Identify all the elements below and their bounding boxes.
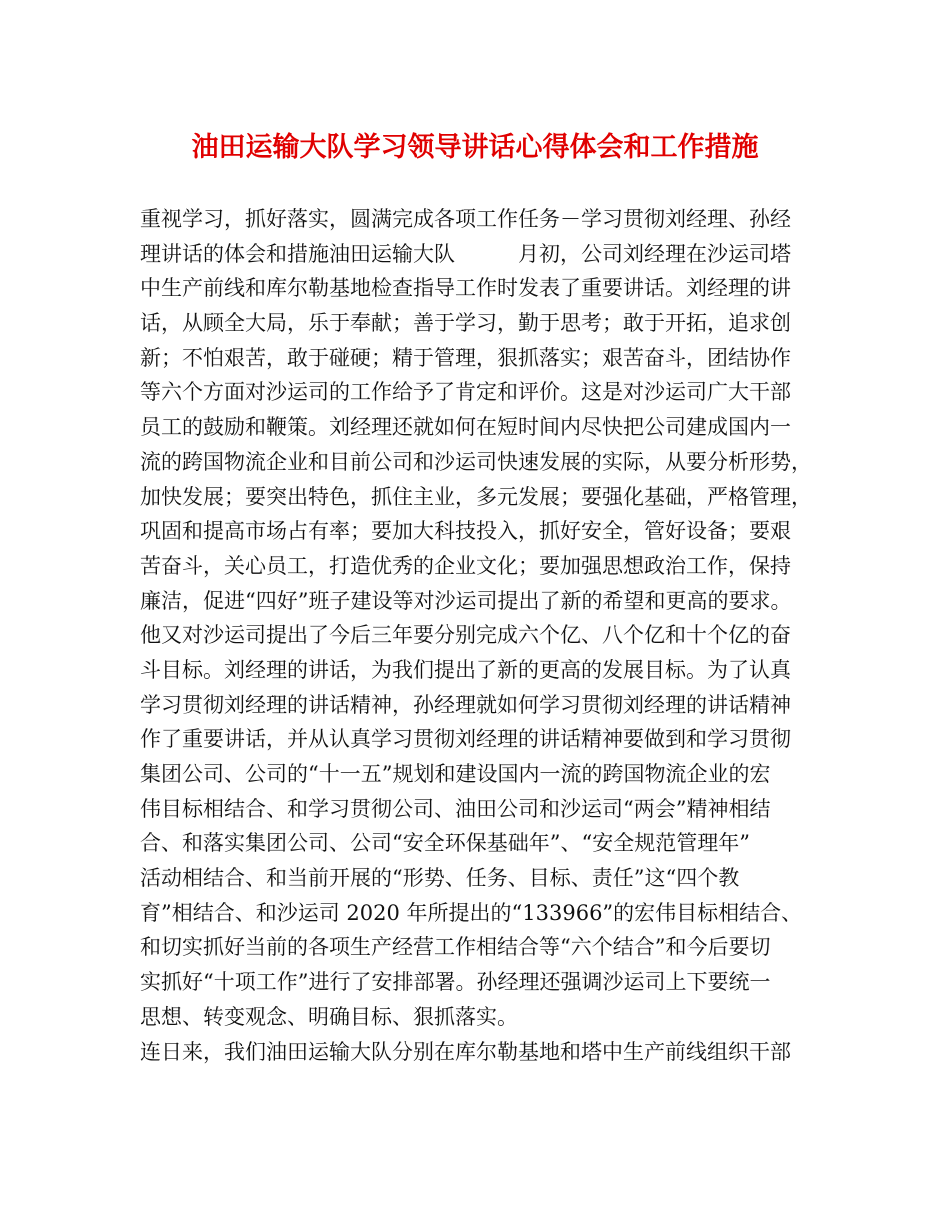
body-line: 巩固和提高市场占有率；要加大科技投入，抓好安全，管好设备；要艰 (140, 519, 791, 544)
body-line: 和切实抓好当前的各项生产经营工作相结合等“六个结合”和今后要切 (140, 935, 771, 960)
body-line: 伟目标相结合、和学习贯彻公司、油田公司和沙运司“两会”精神相结 (140, 796, 771, 821)
body-line: 实抓好“十项工作”进行了安排部署。孙经理还强调沙运司上下要统一 (140, 970, 771, 995)
body-line: 合、和落实集团公司、公司“安全环保基础年”、“安全规范管理年” (140, 831, 750, 856)
body-line: 育”相结合、和沙运司 2020 年所提出的“133966”的宏伟目标相结合、 (140, 900, 803, 925)
body-line: 员工的鼓励和鞭策。刘经理还就如何在短时间内尽快把公司建成国内一 (140, 415, 791, 440)
body-line: 苦奋斗，关心员工，打造优秀的企业文化；要加强思想政治工作，保持 (140, 553, 791, 578)
body-line: 新；不怕艰苦，敢于碰硬；精于管理，狠抓落实；艰苦奋斗，团结协作 (140, 345, 791, 370)
document-body (140, 202, 830, 1069)
body-line: 他又对沙运司提出了今后三年要分别完成六个亿、八个亿和十个亿的奋 (140, 623, 791, 648)
body-line: 学习贯彻刘经理的讲话精神，孙经理就如何学习贯彻刘经理的讲话精神 (140, 692, 791, 717)
body-line: 重视学习，抓好落实，圆满完成各项工作任务－学习贯彻刘经理、孙经 (140, 207, 791, 231)
body-line: 等六个方面对沙运司的工作给予了肯定和评价。这是对沙运司广大干部 (140, 380, 791, 405)
body-line: 集团公司、公司的“十一五”规划和建设国内一流的跨国物流企业的宏 (140, 762, 771, 786)
body-line: 廉洁，促进“四好”班子建设等对沙运司提出了新的希望和更高的要求。 (140, 588, 792, 613)
body-line: 流的跨国物流企业和目前公司和沙运司快速发展的实际，从要分析形势， (140, 449, 812, 474)
body-line: 话，从顾全大局，乐于奉献；善于学习，勤于思考；敢于开拓，追求创 (140, 311, 791, 336)
body-line: 思想、转变观念、明确目标、狠抓落实。 (140, 1004, 518, 1029)
body-line: 斗目标。刘经理的讲话，为我们提出了新的更高的发展目标。为了认真 (140, 657, 791, 682)
body-line: 加快发展；要突出特色，抓住主业，多元发展；要强化基础，严格管理， (140, 484, 812, 509)
body-line: 活动相结合、和当前开展的“形势、任务、目标、责任”这“四个教 (140, 866, 740, 891)
body-line: 连日来，我们油田运输大队分别在库尔勒基地和塔中生产前线组织干部 (140, 1039, 791, 1064)
document-title: 油田运输大队学习领导讲话心得体会和工作措施 (191, 132, 759, 163)
body-line: 作了重要讲话，并从认真学习贯彻刘经理的讲话精神要做到和学习贯彻 (140, 727, 791, 752)
body-line: 中生产前线和库尔勒基地检查指导工作时发表了重要讲话。刘经理的讲 (140, 276, 791, 301)
body-line: 理讲话的体会和措施油田运输大队 月初，公司刘经理在沙运司塔 (140, 241, 791, 266)
